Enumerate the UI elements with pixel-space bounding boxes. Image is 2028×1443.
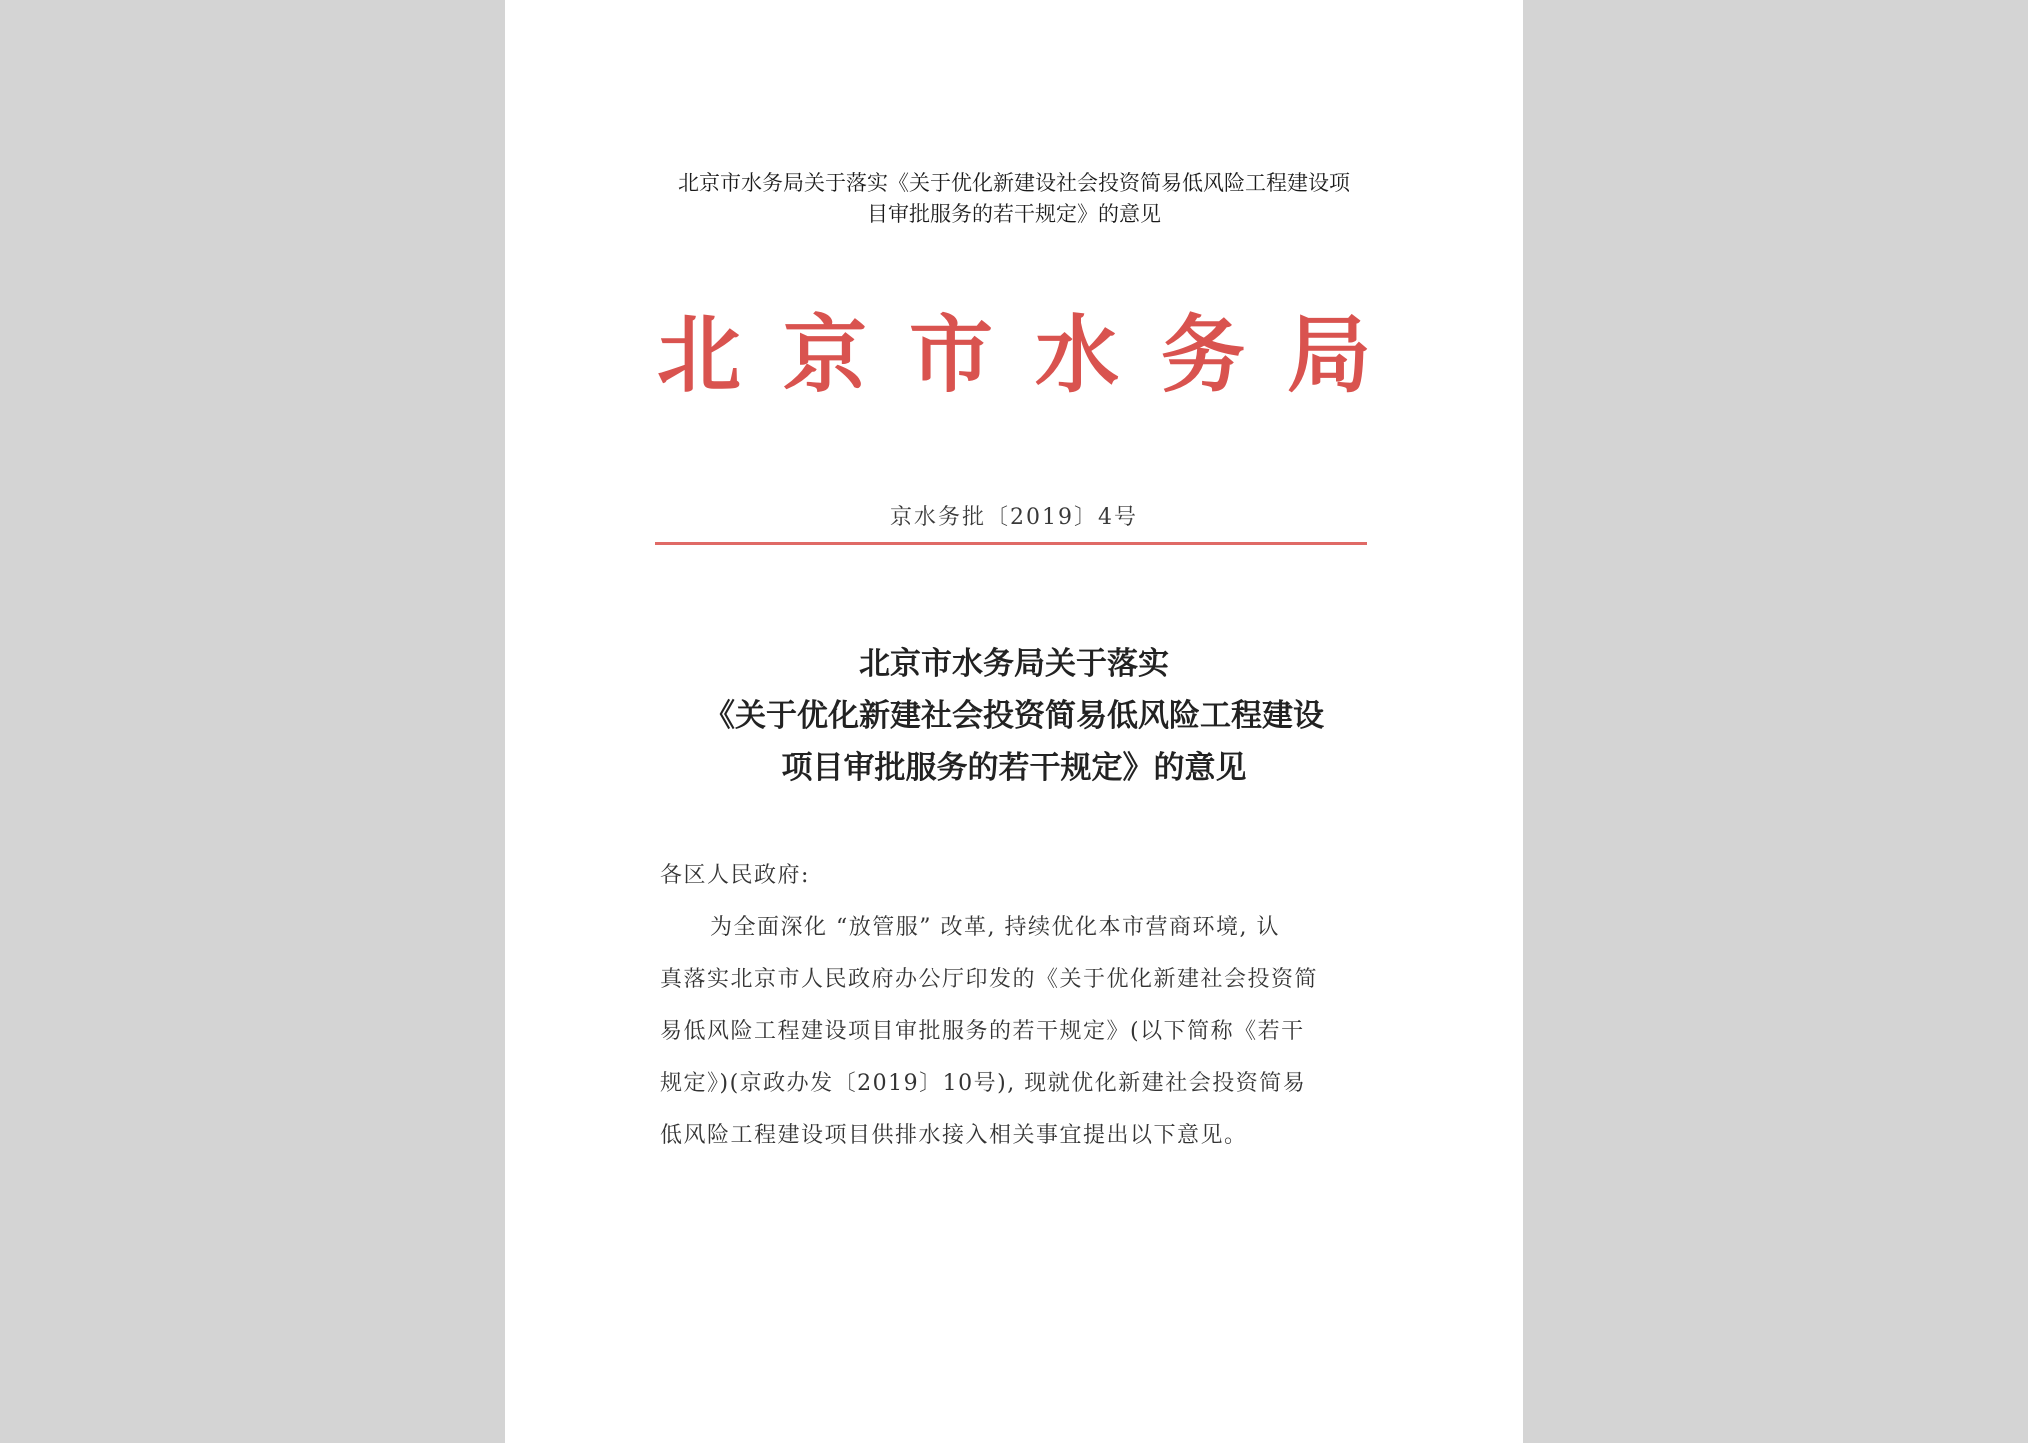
red-divider-line xyxy=(655,542,1367,545)
header-title xyxy=(505,168,1523,230)
header-title-line-2: 目审批服务的若干规定》的意见 xyxy=(867,202,1161,226)
document-title-line-1: 北京市水务局关于落实 xyxy=(859,646,1169,682)
document-body xyxy=(660,850,1372,1162)
body-line-1: 为全面深化 “放管服” 改革, 持续优化本市营商环境, 认 xyxy=(710,915,1280,940)
body-line-5: 低风险工程建设项目供排水接入相关事宜提出以下意见。 xyxy=(660,1123,1248,1148)
document-title-line-2: 《关于优化新建社会投资简易低风险工程建设 xyxy=(704,698,1324,734)
document-number: 京水务批〔2019〕4号 xyxy=(890,505,1138,530)
document-title xyxy=(505,638,1523,794)
document-title-line-3: 项目审批服务的若干规定》的意见 xyxy=(781,750,1247,786)
body-line-3: 易低风险工程建设项目审批服务的若干规定》(以下简称《若干 xyxy=(660,1019,1305,1044)
document-page xyxy=(505,0,1523,1443)
issuer-letterhead: 北京市水务局 xyxy=(656,306,1413,404)
addressee: 各区人民政府: xyxy=(660,863,810,888)
body-line-2: 真落实北京市人民政府办公厅印发的《关于优化新建社会投资简 xyxy=(660,967,1319,992)
body-line-4: 规定》)(京政办发〔2019〕10号), 现就优化新建社会投资简易 xyxy=(660,1071,1307,1096)
header-title-line-1: 北京市水务局关于落实《关于优化新建设社会投资简易低风险工程建设项 xyxy=(678,171,1350,195)
